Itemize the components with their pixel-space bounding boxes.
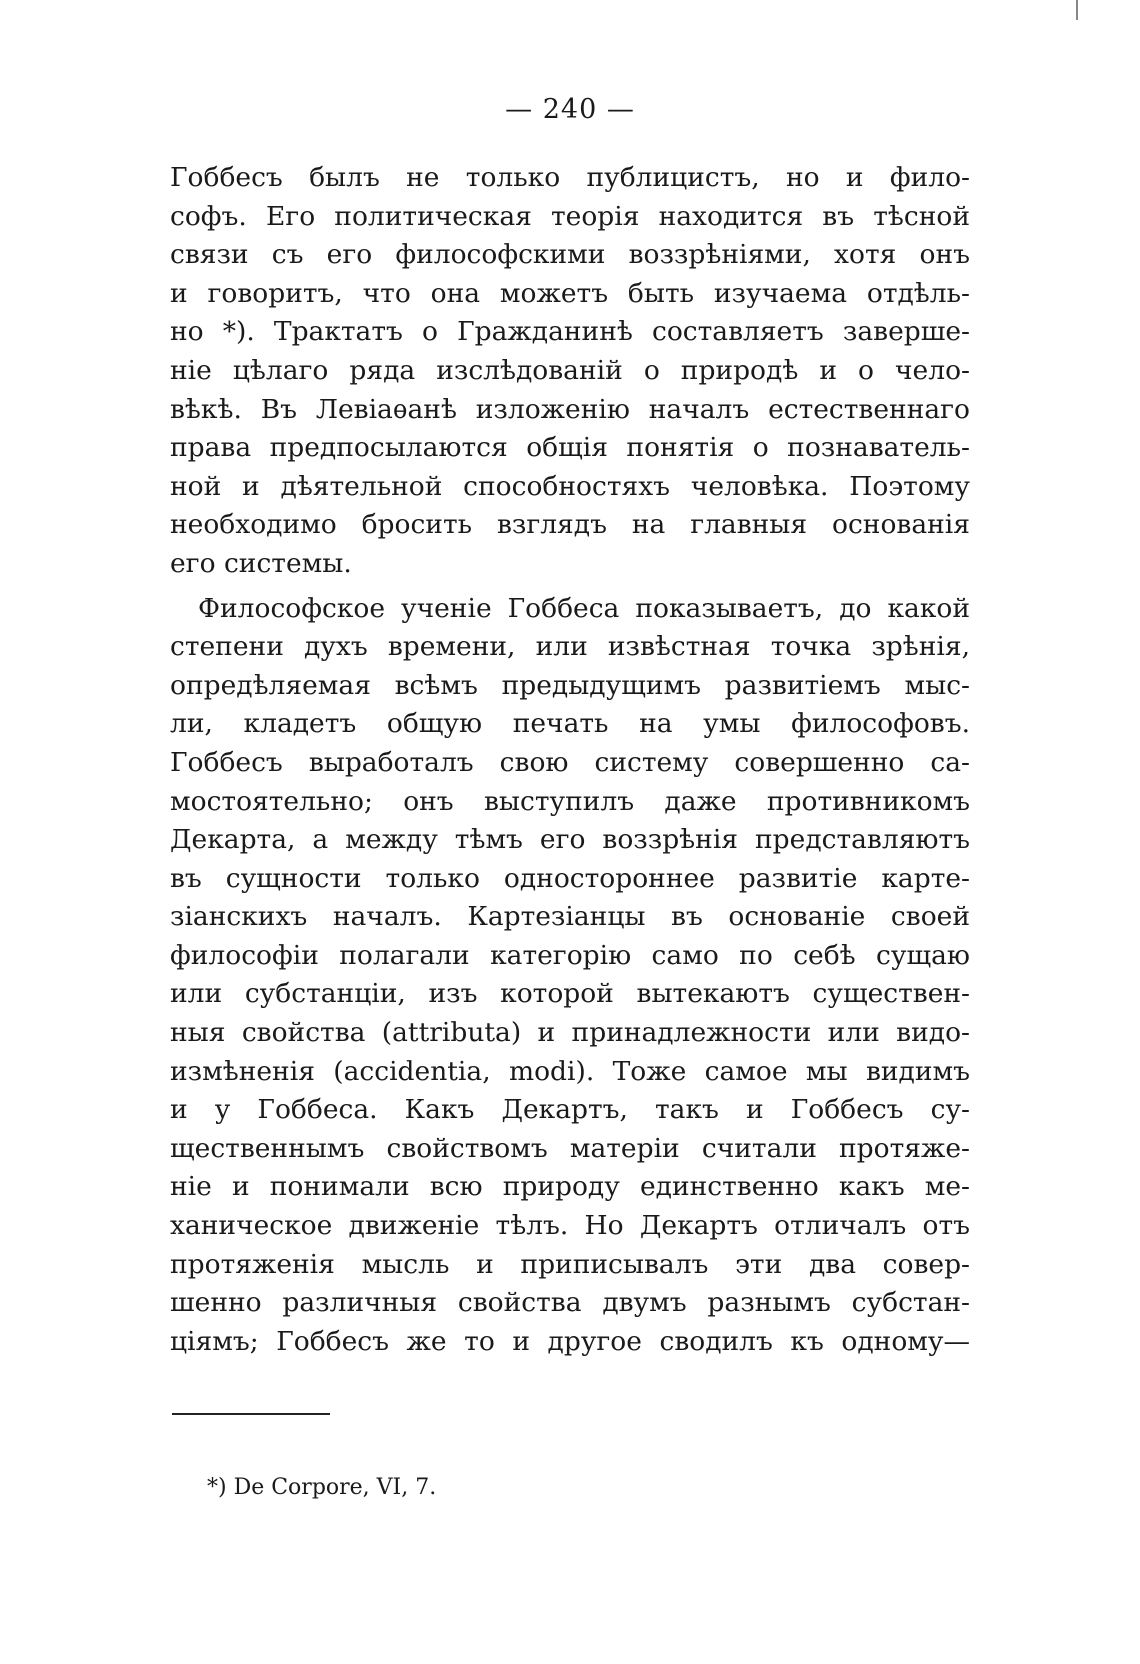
scan-edge-mark — [1076, 0, 1078, 20]
text-line: Гоббесъ былъ не только публицистъ, но и фило- — [170, 162, 970, 193]
text-line: ніе цѣлаго ряда изслѣдованій о природѣ и о чело- — [170, 354, 970, 386]
text-line: ныя свойства (attributa) и принадлежности или видо- — [170, 1017, 970, 1049]
text-line: ціямъ; Гоббесъ же то и другое сводилъ къ одному— — [170, 1325, 970, 1357]
paragraph-2 — [170, 590, 970, 1362]
text-line: Философское ученіе Гоббеса показываетъ, до какой — [198, 592, 970, 624]
text-line: ханическое движеніе тѣлъ. Но Декартъ отличалъ отъ — [170, 1210, 970, 1242]
text-line: необходимо бросить взглядъ на главныя основанія — [170, 509, 970, 541]
text-line: Гоббесъ выработалъ свою систему совершенно са- — [170, 746, 970, 778]
footnote-divider — [172, 1413, 330, 1415]
text-line: и у Гоббеса. Какъ Декартъ, такъ и Гоббесъ су- — [170, 1094, 970, 1126]
text-line: щественнымъ свойствомъ матеріи считали протяже- — [170, 1132, 970, 1164]
text-line: его системы. — [170, 547, 352, 579]
text-line: или субстанціи, изъ которой вытекаютъ существен- — [170, 978, 970, 1010]
text-line: зіанскихъ началъ. Картезіанцы въ основаніе своей — [170, 901, 970, 933]
text-line: и говоритъ, что она можетъ быть изучаема отдѣль- — [170, 277, 970, 309]
text-line: ли, кладетъ общую печать на умы философовъ. — [170, 708, 970, 740]
text-line: протяженія мысль и приписывалъ эти два совер- — [170, 1248, 970, 1280]
text-line: шенно различныя свойства двумъ разнымъ субстан- — [170, 1287, 970, 1319]
text-line: мостоятельно; онъ выступилъ даже противникомъ — [170, 785, 970, 817]
text-line: софъ. Его политическая теорія находится въ тѣсной — [170, 200, 970, 232]
text-line: связи съ его философскими воззрѣніями, хотя онъ — [170, 239, 970, 271]
text-line: вѣкѣ. Въ Левіаѳанѣ изложенію началъ естественнаго — [170, 393, 970, 425]
footnote: *) De Corpore, VI, 7. — [207, 1475, 437, 1500]
text-line: опредѣляемая всѣмъ предыдущимъ развитіемъ мыс- — [170, 669, 970, 701]
text-line: Декарта, а между тѣмъ его воззрѣнія представляютъ — [170, 824, 970, 856]
body-text — [170, 159, 970, 1361]
text-line: философіи полагали категорію само по себѣ сущаю — [170, 939, 970, 971]
page-number: — 240 — — [505, 94, 635, 125]
paragraph-1 — [170, 159, 970, 584]
text-line: ніе и понимали всю природу единственно какъ ме- — [170, 1171, 970, 1203]
text-line: степени духъ времени, или извѣстная точка зрѣнія, — [170, 631, 970, 663]
text-line: измѣненія (accidentia, modi). Тоже самое мы видимъ — [170, 1055, 970, 1087]
text-line: въ сущности только одностороннее развитіе карте- — [170, 862, 970, 894]
text-line: права предпосылаются общія понятія о познаватель- — [170, 432, 970, 464]
text-line: ной и дѣятельной способностяхъ человѣка. Поэтому — [170, 470, 970, 502]
text-line: но *). Трактатъ о Гражданинѣ составляетъ заверше- — [170, 316, 970, 348]
